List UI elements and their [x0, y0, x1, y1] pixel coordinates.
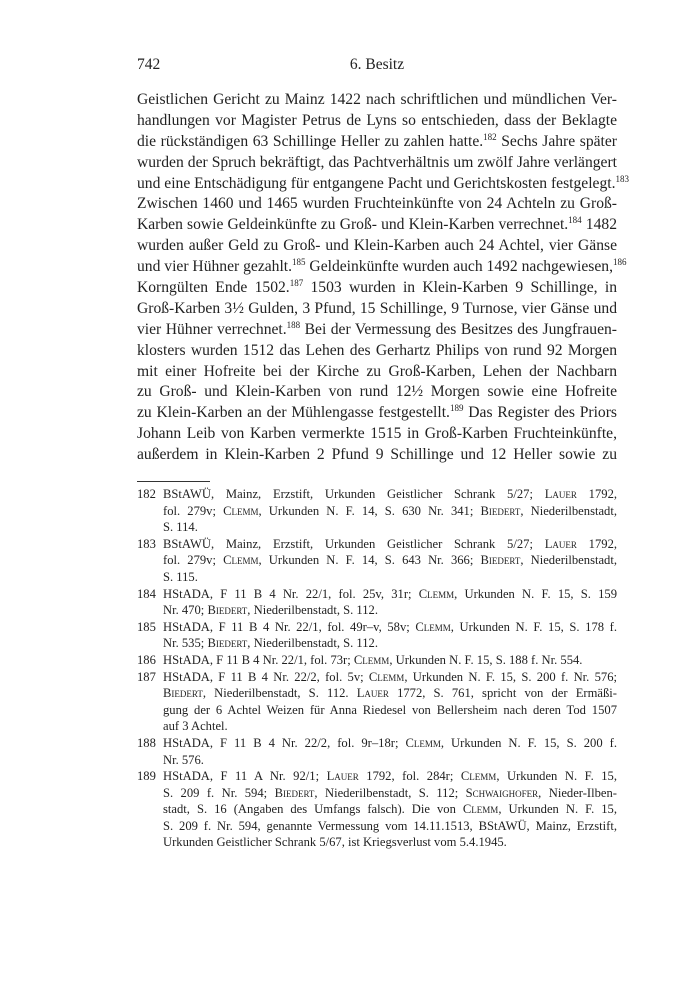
author-name: Biedert: [480, 553, 521, 568]
author-name: Lauer: [544, 536, 577, 551]
author-name: Clemm: [462, 802, 499, 817]
footnote-line: auf 3 Achtel.: [163, 719, 228, 734]
footnote-line: Nr. 535; Biedert, Niederilbenstadt, S. 112.: [163, 636, 378, 651]
text-line: Korngülten Ende 1502.$^{187}$ 1503 wurden in Klein-Karben 9 Schillinge, in: [137, 278, 617, 297]
footnote-line: stadt, S. 16 (Angaben des Umfangs falsch). Die von Clemm, Urkunden N. F. 15,: [163, 802, 618, 817]
footnote-number: 186: [137, 652, 156, 667]
author-name: Clemm: [418, 586, 455, 601]
text-line: handlungen vor Magister Petrus de Lyns so entschieden, dass der Beklagte: [137, 111, 617, 129]
footnote-reference[interactable]: 184: [568, 215, 582, 226]
footnote: [137, 652, 617, 669]
author-name: Clemm: [368, 669, 405, 684]
footnote-number: 184: [137, 586, 156, 601]
footnote-separator: [137, 481, 210, 482]
author-name: Biedert: [163, 686, 203, 701]
footnote: [137, 486, 617, 536]
chapter-title: 6. Besitz: [349, 56, 405, 73]
footnote-number: 182: [137, 487, 156, 501]
footnotes: [137, 486, 617, 851]
footnote-line: Urkunden Geistlicher Schrank 5/67, ist Kriegsverlust vom 5.4.1945.: [163, 835, 507, 850]
text-line: wurden der Spruch bekräftigt, das Pachtverhältnis um zwölf Jahre verlängert: [137, 153, 617, 171]
footnote-line: BStAWÜ, Mainz, Erzstift, Urkunden Geistlicher Schrank 5/27; Lauer 1792,: [163, 487, 618, 501]
footnote-line: HStADA, F 11 B 4 Nr. 22/1, fol. 73r; Clemm, Urkunden N. F. 15, S. 188 f. Nr. 554.: [163, 652, 583, 667]
footnote-line: HStADA, F 11 B 4 Nr. 22/2, fol. 5v; Clemm, Urkunden N. F. 15, S. 200 f. Nr. 576;: [163, 669, 617, 684]
author-name: Clemm: [353, 652, 390, 667]
footnote-reference[interactable]: 182: [483, 131, 497, 142]
footnote-line: gung der 6 Achtel Weizen für Anna Riedesel von Bellersheim nach deren Tod 1507: [163, 702, 617, 717]
main-text: [137, 90, 630, 466]
footnote-reference[interactable]: 185: [292, 257, 306, 268]
footnote-line: Nr. 470; Biedert, Niederilbenstadt, S. 112.: [163, 603, 378, 618]
author-name: Schwaighofer: [465, 785, 539, 800]
footnote-line: fol. 279v; Clemm, Urkunden N. F. 14, S. 643 Nr. 366; Biedert, Niederilbenstadt,: [163, 553, 618, 568]
footnote-line: HStADA, F 11 A Nr. 92/1; Lauer 1792, fol. 284r; Clemm, Urkunden N. F. 15,: [163, 769, 618, 784]
footnote-line: S. 114.: [163, 520, 198, 535]
footnote-number: 188: [137, 735, 156, 750]
footnote-line: HStADA, F 11 B 4 Nr. 22/2, fol. 9r–18r; Clemm, Urkunden N. F. 15, S. 200 f.: [163, 735, 617, 750]
footnote-line: HStADA, F 11 B 4 Nr. 22/1, fol. 49r–v, 58v; Clemm, Urkunden N. F. 15, S. 178 f.: [163, 619, 617, 634]
footnote-line: Biedert, Niederilbenstadt, S. 112. Lauer 1772, S. 761, spricht von der Ermäßi-: [163, 686, 617, 701]
footnote: [137, 586, 617, 619]
author-name: Clemm: [415, 619, 451, 634]
author-name: Biedert: [207, 636, 248, 651]
author-name: Biedert: [480, 503, 521, 518]
footnote: [137, 735, 617, 768]
text-line: zu Groß- und Klein-Karben von rund 12½ Morgen sowie eine Hofreite: [137, 383, 617, 401]
footnote-reference[interactable]: 187: [289, 278, 304, 289]
author-name: Clemm: [223, 503, 259, 518]
author-name: Lauer: [326, 769, 359, 784]
footnote: [137, 768, 617, 851]
footnote-number: 183: [137, 536, 156, 551]
author-name: Biedert: [207, 603, 248, 618]
footnote-line: Nr. 576.: [163, 752, 204, 767]
text-line: außerdem in Klein-Karben 2 Pfund 9 Schillinge und 12 Heller sowie zu: [137, 446, 617, 464]
text-line: und eine Entschädigung für entgangene Pacht und Gerichtskosten festgelegt.$^{183}$: [137, 173, 630, 192]
footnote: [137, 536, 617, 586]
author-name: Clemm: [405, 735, 441, 750]
text-line: Karben sowie Geldeinkünfte zu Groß- und Klein-Karben verrechnet.$^{184}$ 1482: [137, 215, 617, 234]
text-line: vier Hühner verrechnet.$^{188}$ Bei der Vermessung des Besitzes des Jungfrauen-: [137, 319, 618, 338]
page-number: 742: [137, 56, 161, 73]
footnote-line: BStAWÜ, Mainz, Erzstift, Urkunden Geistlicher Schrank 5/27; Lauer 1792,: [163, 536, 618, 551]
footnote-line: HStADA, F 11 B 4 Nr. 22/1, fol. 25v, 31r; Clemm, Urkunden N. F. 15, S. 159: [163, 586, 617, 601]
text-line: mit einer Hofreite bei der Kirche zu Groß-Karben, Lehen der Nachbarn: [137, 362, 617, 380]
footnote-line: S. 115.: [163, 569, 198, 584]
footnote-number: 185: [137, 619, 156, 634]
footnote-line: fol. 279v; Clemm, Urkunden N. F. 14, S. 630 Nr. 341; Biedert, Niederilbenstadt,: [163, 503, 618, 518]
footnote-number: 187: [137, 669, 156, 684]
footnote-reference[interactable]: 189: [449, 403, 464, 414]
footnote-number: 189: [137, 769, 156, 784]
author-name: Clemm: [223, 553, 259, 568]
footnote-line: S. 209 f. Nr. 594, genannte Vermessung vom 14.11.1513, BStAWÜ, Mainz, Erzstift,: [163, 818, 617, 833]
text-line: und vier Hühner gezahlt.$^{185}$ Geldeinkünfte wurden auch 1492 nachgewiesen,$^{186}$: [137, 257, 627, 276]
text-line: Johann Leib von Karben vermerkte 1515 in Groß-Karben Fruchteinkünfte,: [137, 425, 617, 443]
footnote-line: S. 209 f. Nr. 594; Biedert, Niederilbenstadt, S. 112; Schwaighofer, Nieder-Ilben-: [163, 785, 618, 800]
footnote-reference[interactable]: 186: [612, 257, 627, 268]
footnote: [137, 619, 617, 652]
running-head: [137, 56, 617, 78]
footnote: [137, 669, 617, 735]
text-line: wurden außer Geld zu Groß- und Klein-Karben auch 24 Achtel, vier Gänse: [137, 237, 617, 255]
text-line: Zwischen 1460 und 1465 wurden Fruchteinkünfte von 24 Achteln zu Groß-: [137, 195, 617, 213]
text-line: zu Klein-Karben an der Mühlengasse festgestellt.$^{189}$ Das Register des Priors: [137, 403, 617, 422]
author-name: Biedert: [274, 785, 315, 800]
text-line: die rückständigen 63 Schillinge Heller zu zahlen hatte.$^{182}$ Sechs Jahre später: [137, 131, 617, 150]
footnote-reference[interactable]: 188: [286, 319, 301, 330]
footnote-reference[interactable]: 183: [615, 173, 630, 184]
author-name: Clemm: [460, 769, 497, 784]
author-name: Lauer: [356, 686, 389, 701]
text-line: Geistlichen Gericht zu Mainz 1422 nach schriftlichen und mündlichen Ver-: [137, 91, 617, 108]
text-line: Groß-Karben 3½ Gulden, 3 Pfund, 15 Schillinge, 9 Turnose, vier Gänse und: [137, 299, 617, 317]
text-line: klosters wurden 1512 das Lehen des Gerhartz Philips von rund 92 Morgen: [137, 341, 617, 359]
author-name: Lauer: [544, 487, 577, 501]
